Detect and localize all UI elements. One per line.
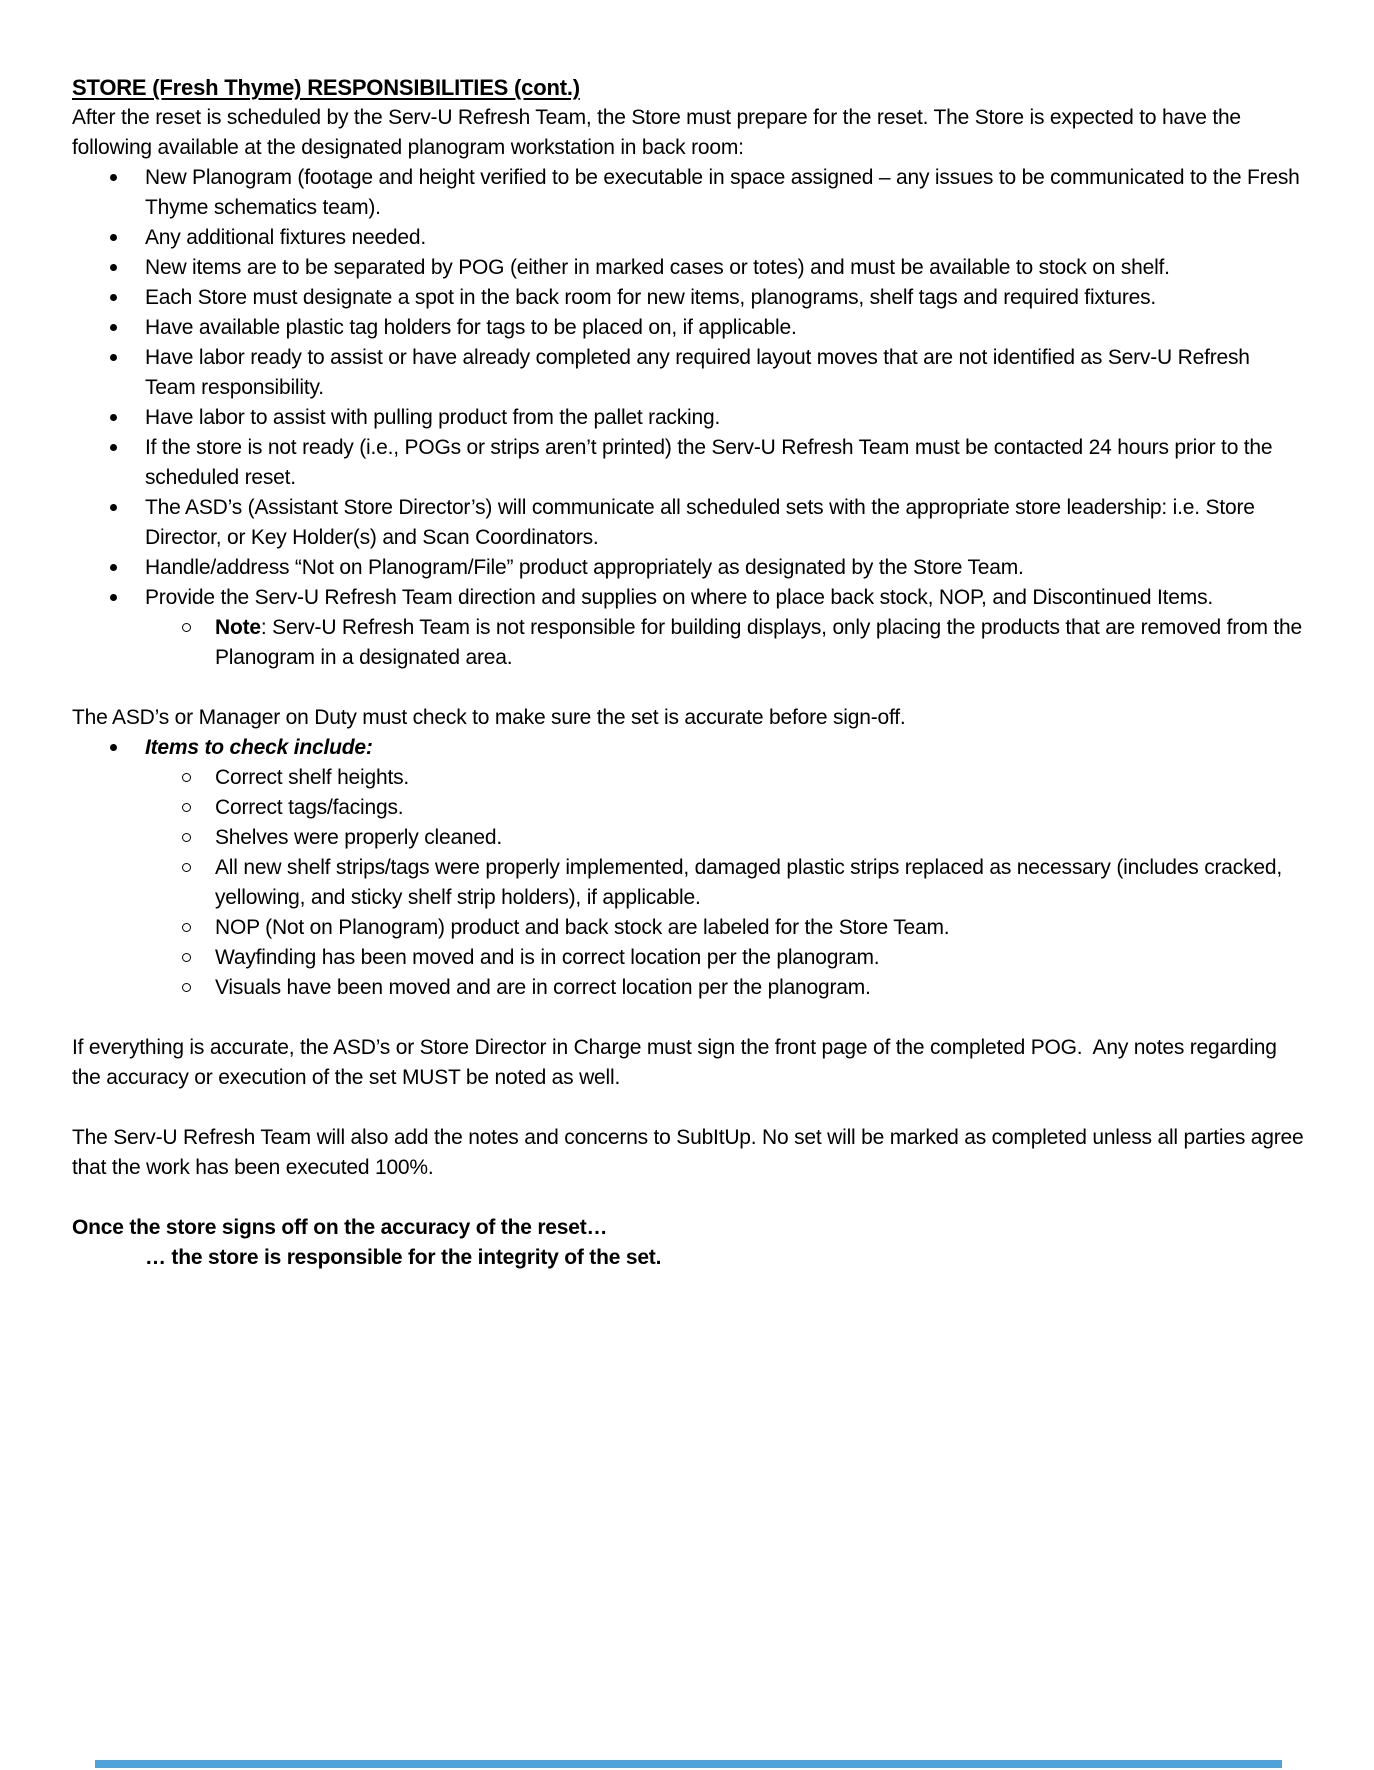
bullet-dot-icon — [110, 313, 145, 331]
check-list-item — [72, 793, 1304, 823]
list-item — [72, 583, 1304, 613]
bullet-dot-icon — [110, 733, 145, 751]
check-list-item-text: Shelves were properly cleaned. — [215, 826, 502, 849]
note-sub-bullet — [72, 613, 1308, 673]
check-list-item — [72, 763, 1304, 793]
bullet-dot-icon — [110, 553, 145, 571]
bullet-circle-icon — [182, 613, 215, 632]
bullet-circle-icon — [182, 823, 215, 842]
list-item — [72, 553, 1304, 583]
bullet-circle-icon — [182, 943, 215, 962]
list-item-text: New items are to be separated by POG (either in marked cases or totes) and must be available to stock on shelf. — [145, 256, 1170, 279]
bullet-dot-icon — [110, 343, 145, 361]
closing-statement-line-1: Once the store signs off on the accuracy of the reset… — [72, 1216, 608, 1239]
bullet-dot-icon — [110, 223, 145, 241]
closing-statement-line-2: … the store is responsible for the integrity of the set. — [145, 1246, 662, 1269]
list-item — [72, 283, 1304, 313]
note-text — [215, 613, 1308, 673]
list-item — [72, 313, 1304, 343]
check-list-item-text: Correct shelf heights. — [215, 766, 410, 789]
intro-paragraph: After the reset is scheduled by the Serv-U Refresh Team, the Store must prepare for the reset. The Store is expected to have the following available at the designated planogram workstation in back room: — [72, 106, 1247, 159]
check-list-item — [72, 823, 1304, 853]
note-label: Note — [215, 616, 261, 639]
note-body: : Serv-U Refresh Team is not responsible for building displays, only placing the products that are removed from the Planogram in a designated area. — [215, 616, 1308, 669]
list-item — [72, 493, 1304, 553]
section-heading: STORE (Fresh Thyme) RESPONSIBILITIES (cont.) — [72, 75, 580, 100]
items-to-check-heading — [72, 733, 1304, 763]
items-to-check-list — [72, 763, 1304, 1003]
bullet-dot-icon — [110, 253, 145, 271]
page-bottom-accent-bar — [95, 1760, 1282, 1768]
list-item — [72, 223, 1304, 253]
bullet-circle-icon — [182, 973, 215, 992]
list-item-text: Handle/address “Not on Planogram/File” product appropriately as designated by the Store Team. — [145, 556, 1024, 579]
check-list-item-text: Wayfinding has been moved and is in correct location per the planogram. — [215, 946, 880, 969]
bullet-dot-icon — [110, 283, 145, 301]
list-item-text: Have available plastic tag holders for tags to be placed on, if applicable. — [145, 316, 797, 339]
check-list-item — [72, 973, 1304, 1003]
items-to-check-label: Items to check include: — [145, 736, 373, 759]
list-item-text: Any additional fixtures needed. — [145, 226, 426, 249]
list-item — [72, 433, 1304, 493]
subitup-paragraph: The Serv-U Refresh Team will also add the notes and concerns to SubItUp. No set will be marked as completed unless all parties agree that the work has been executed 100%. — [72, 1126, 1310, 1179]
list-item-text: Provide the Serv-U Refresh Team direction and supplies on where to place back stock, NOP, and Discontinued Items. — [145, 586, 1214, 609]
check-list-item-text: All new shelf strips/tags were properly implemented, damaged plastic strips replaced as necessary (includes cracked, yellowing, and sticky shelf strip holders), if applicable. — [215, 856, 1288, 909]
list-item-text: Have labor to assist with pulling product from the pallet racking. — [145, 406, 721, 429]
check-list-item-text: Visuals have been moved and are in correct location per the planogram. — [215, 976, 871, 999]
bullet-circle-icon — [182, 763, 215, 782]
list-item-text: If the store is not ready (i.e., POGs or strips aren’t printed) the Serv-U Refresh Team must be contacted 24 hours prior to the scheduled reset. — [145, 436, 1279, 489]
store-responsibilities-list — [72, 163, 1308, 673]
bullet-circle-icon — [182, 913, 215, 932]
check-list-item-text: Correct tags/facings. — [215, 796, 404, 819]
list-item — [72, 343, 1304, 403]
sign-front-page-paragraph: If everything is accurate, the ASD’s or Store Director in Charge must sign the front page of the completed POG. Any notes regarding the accuracy or execution of the set MUST be noted as well. — [72, 1036, 1283, 1089]
check-list-item — [72, 913, 1304, 943]
list-item-text: Each Store must designate a spot in the back room for new items, planograms, shelf tags and required fixtures. — [145, 286, 1157, 309]
list-item-text: New Planogram (footage and height verified to be executable in space assigned – any issues to be communicated to the Fresh Thyme schematics team). — [145, 166, 1305, 219]
bullet-dot-icon — [110, 433, 145, 451]
list-item-text: The ASD’s (Assistant Store Director’s) will communicate all scheduled sets with the appropriate store leadership: i.e. Store Director, or Key Holder(s) and Scan Coordinators. — [145, 496, 1261, 549]
check-list-item-text: NOP (Not on Planogram) product and back stock are labeled for the Store Team. — [215, 916, 950, 939]
bullet-dot-icon — [110, 583, 145, 601]
bullet-dot-icon — [110, 163, 145, 181]
list-item — [72, 403, 1304, 433]
sign-off-check-paragraph: The ASD’s or Manager on Duty must check to make sure the set is accurate before sign-off. — [72, 706, 906, 729]
check-list-item — [72, 943, 1304, 973]
bullet-dot-icon — [110, 403, 145, 421]
bullet-circle-icon — [182, 853, 215, 872]
bullet-circle-icon — [182, 793, 215, 812]
list-item — [72, 253, 1304, 283]
check-list-item — [72, 853, 1304, 913]
bullet-dot-icon — [110, 493, 145, 511]
list-item — [72, 163, 1304, 223]
list-item-text: Have labor ready to assist or have already completed any required layout moves that are not identified as Serv-U Refresh Team responsibility. — [145, 346, 1256, 399]
